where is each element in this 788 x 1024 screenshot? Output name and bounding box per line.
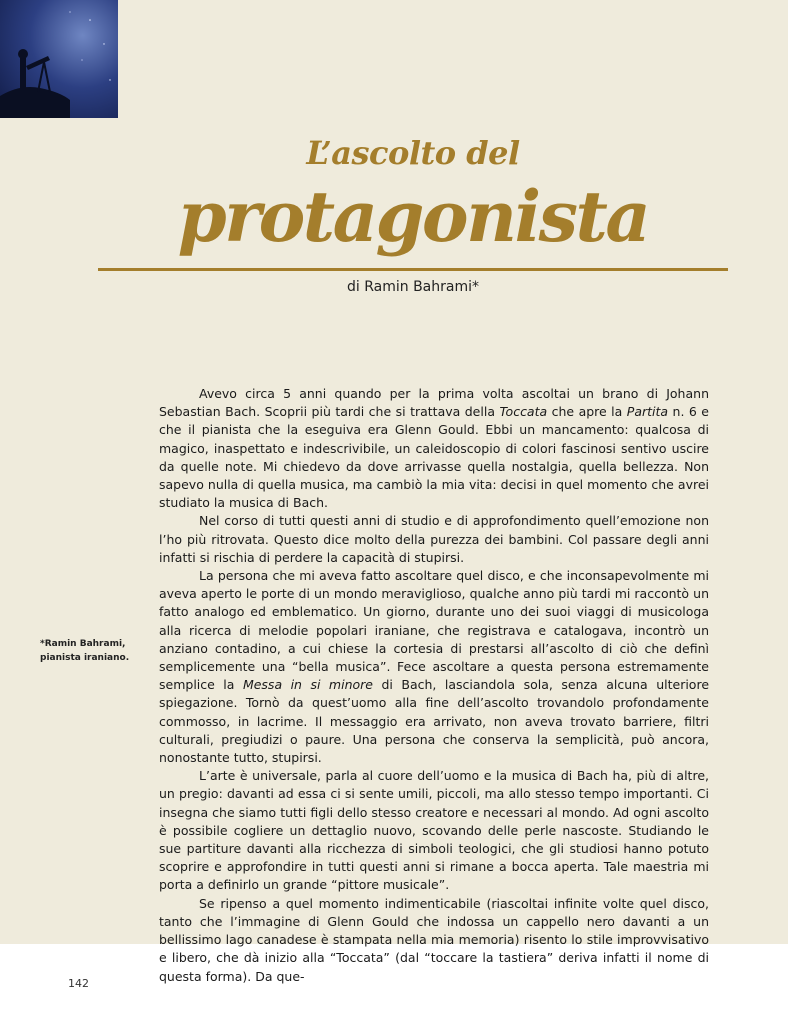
paragraph [159, 385, 709, 512]
text-run: La persona che mi aveva fatto ascoltare quel disco, e che inconsapevolmente mi aveva aperto le porte di un mondo meraviglioso, qualche anno più tardi mi raccontò un fatto analogo ed emblematico. Un giorno, durante uno dei suoi viaggi di musicologa alla ricerca di melodie popolari iraniane, che registrava e catalogava, incontrò un anziano contadino, a cui chiese la cortesia di prestarsi all’ascolto di ciò che definì semplicemente una “bella musica”. Fece ascoltare a questa persona estremamente semplice la [159, 568, 709, 693]
footnote-line-2: pianista iraniano. [40, 653, 130, 663]
telescope-silhouette-image [0, 0, 118, 118]
text-run: Se ripenso a quel momento indimenticabile (riascoltai infinite volte quel disco, tanto che l’immagine di Glenn Gould che indossa un cappello nero davanti a un bellissimo lago canadese è stampata nella mia memoria) risento lo stile improvvisativo e libero, che dà inizio alla “Toccata” (dal “toccare la tastiera” deriva infatti il nome di questa forma). Da que- [159, 895, 709, 984]
title-line-1: L’ascolto del [306, 134, 520, 172]
paragraph [159, 895, 709, 986]
paragraph [159, 767, 709, 894]
text-run: che apre la [547, 404, 627, 420]
author-footnote [40, 637, 140, 665]
author-byline: di Ramin Bahrami* [347, 279, 479, 295]
text-run: Avevo circa 5 anni quando per la prima volta ascoltai un brano di Johann Sebastian Bach. Scoprii più tardi che si trattava della [159, 386, 709, 420]
page-number: 142 [68, 977, 89, 990]
italic-title: Messa in si minore [242, 677, 373, 693]
italic-title: Partita [626, 404, 669, 420]
paragraph [159, 567, 709, 767]
italic-title: Toccata [499, 404, 548, 420]
article-body [159, 385, 709, 986]
paragraph [159, 512, 709, 567]
text-run: di Bach, lasciandola sola, senza alcuna ulteriore spiegazione. Tornò da quest’uomo alla fine dell’ascolto trovandolo profondamente commosso, in lacrime. Il messaggio era arrivato, non aveva trovato barriere, filtri culturali, pregiudizi o paure. Una persona che conserva la semplicità, può ancora, nonostante tutto, stupirsi. [159, 677, 710, 766]
footnote-line-1: *Ramin Bahrami, [40, 639, 126, 649]
text-run: L’arte è universale, parla al cuore dell’uomo e la musica di Bach ha, più di altre, un pregio: davanti ad essa ci si sente umili, piccoli, ma allo stesso tempo importanti. Ci insegna che siamo tutti figli dello stesso creatore e necessari al mondo. Ad ogni ascolto è possibile cogliere un dettaglio nuovo, scovando delle perle nascoste. Studiando le sue partiture davanti alla ricchezza di simboli teologici, che gli studiosi hanno potuto scoprire e approfondire in tutti questi anni si rimane a bocca aperta. Tale maestria mi porta a definirlo un grande “pittore musicale”. [159, 768, 709, 893]
title-divider [98, 268, 728, 271]
text-run: n. 6 e che il pianista che la eseguiva era Glenn Gould. Ebbi un mancamento: qualcosa di magico, inaspettato e indescrivibile, un caleidoscopio di colori fascinosi sentivo uscire da quelle note. Mi chiedevo da dove arrivasse quella nostalgia, quella bellezza. Non sapevo nulla di quella musica, ma cambiò la mia vita: decisi in quel momento che avrei studiato la musica di Bach. [159, 404, 709, 511]
title-line-2: protagonista [177, 175, 649, 258]
text-run: Nel corso di tutti questi anni di studio e di approfondimento quell’emozione non l’ho più ritrovata. Questo dice molto della purezza dei bambini. Col passare degli anni infatti si rischia di perdere la capacità di stupirsi. [159, 513, 709, 565]
